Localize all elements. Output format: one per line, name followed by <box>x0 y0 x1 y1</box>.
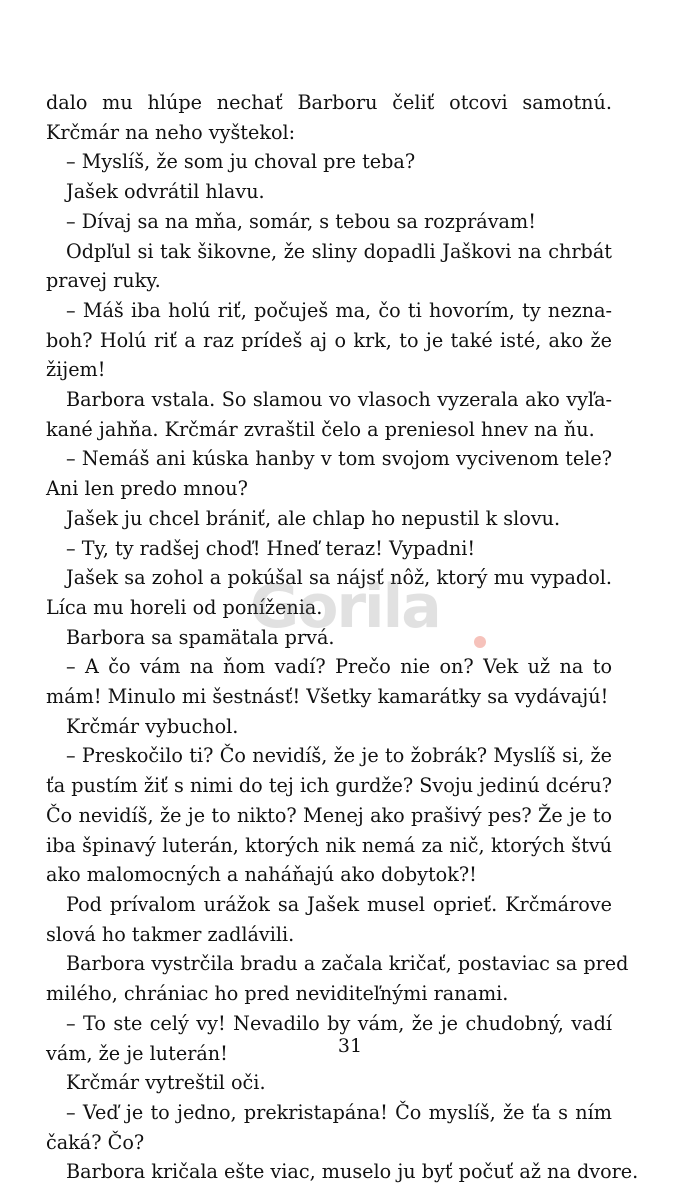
text-line: – Veď je to jedno, prekristapána! Čo myslíš, že ťa s ním <box>66 1100 612 1124</box>
text-line: Barbora kričala ešte viac, muselo ju byť počuť až na dvore. <box>66 1160 639 1184</box>
text-line: Pod prívalom urážok sa Jašek musel oprieť. Krčmárove <box>66 892 612 916</box>
text-line: Líca mu horeli od poníženia. <box>46 595 323 619</box>
text-line: – Preskočilo ti? Čo nevidíš, že je to žobrák? Myslíš si, že <box>66 744 612 768</box>
text-line: Krčmár na neho vyštekol: <box>46 120 296 144</box>
text-line: Čo nevidíš, že je to nikto? Menej ako prašivý pes? Že je to <box>46 803 612 827</box>
text-line: Krčmár vytreštil oči. <box>66 1071 266 1095</box>
text-line: žijem! <box>46 358 106 382</box>
text-line: Ani len predo mnou? <box>46 477 248 501</box>
page-number: 31 <box>337 1035 363 1057</box>
text-line: čaká? Čo? <box>46 1130 145 1154</box>
watermark-logo: Gorila <box>250 572 440 642</box>
text-line: boh? Holú riť a raz prídeš aj o krk, to je také isté, ako že <box>46 328 612 352</box>
text-line: mám! Minulo mi šestnásť! Všetky kamarátky sa vydávajú! <box>46 685 609 709</box>
text-line: Barbora sa spamätala prvá. <box>66 625 335 649</box>
text-line: ťa pustím žiť s nimi do tej ich gurdže? Svoju jedinú dcéru? <box>46 774 612 798</box>
watermark-dot <box>474 636 486 648</box>
text-line: Barbora vstala. So slamou vo vlasoch vyzerala ako vyľa- <box>66 388 612 412</box>
text-line: – Dívaj sa na mňa, somár, s tebou sa rozprávam! <box>66 209 536 233</box>
text-line: – Máš iba holú riť, počuješ ma, čo ti hovorím, ty nezna- <box>66 298 612 322</box>
text-line: kané jahňa. Krčmár zvraštil čelo a preniesol hnev na ňu. <box>46 417 595 441</box>
text-line: Jašek ju chcel brániť, ale chlap ho nepustil k slovu. <box>66 506 561 530</box>
text-line: vám, že je luterán! <box>46 1041 228 1065</box>
text-line: Jašek odvrátil hlavu. <box>66 180 265 204</box>
text-line: Jašek sa zohol a pokúšal sa nájsť nôž, ktorý mu vypadol. <box>66 566 612 590</box>
text-line: Odpľul si tak šikovne, že sliny dopadli Jaškovi na chrbát <box>66 239 612 263</box>
text-line: Barbora vystrčila bradu a začala kričať, postaviac sa pred <box>66 952 629 976</box>
text-line: dalo mu hlúpe nechať Barboru čeliť otcovi samotnú. <box>46 91 612 114</box>
text-line: – To ste celý vy! Nevadilo by vám, že je chudobný, vadí <box>66 1011 612 1035</box>
text-line: Krčmár vybuchol. <box>66 714 239 738</box>
text-line: ako malomocných a naháňajú ako dobytok?! <box>46 863 477 887</box>
text-line: milého, chrániac ho pred neviditeľnými ranami. <box>46 982 509 1006</box>
text-line: – Nemáš ani kúska hanby v tom svojom vycivenom tele? <box>66 447 612 471</box>
page-text <box>46 88 639 1187</box>
text-line: iba špinavý luterán, ktorých nik nemá za nič, ktorých štvú <box>46 833 612 857</box>
text-line: – Myslíš, že som ju choval pre teba? <box>66 150 416 174</box>
text-line: pravej ruky. <box>46 269 161 293</box>
text-line: – Ty, ty radšej choď! Hneď teraz! Vypadni! <box>66 536 476 560</box>
text-line: slová ho takmer zadlávili. <box>46 922 295 946</box>
text-line: – A čo vám na ňom vadí? Prečo nie on? Vek už na to <box>66 655 612 679</box>
